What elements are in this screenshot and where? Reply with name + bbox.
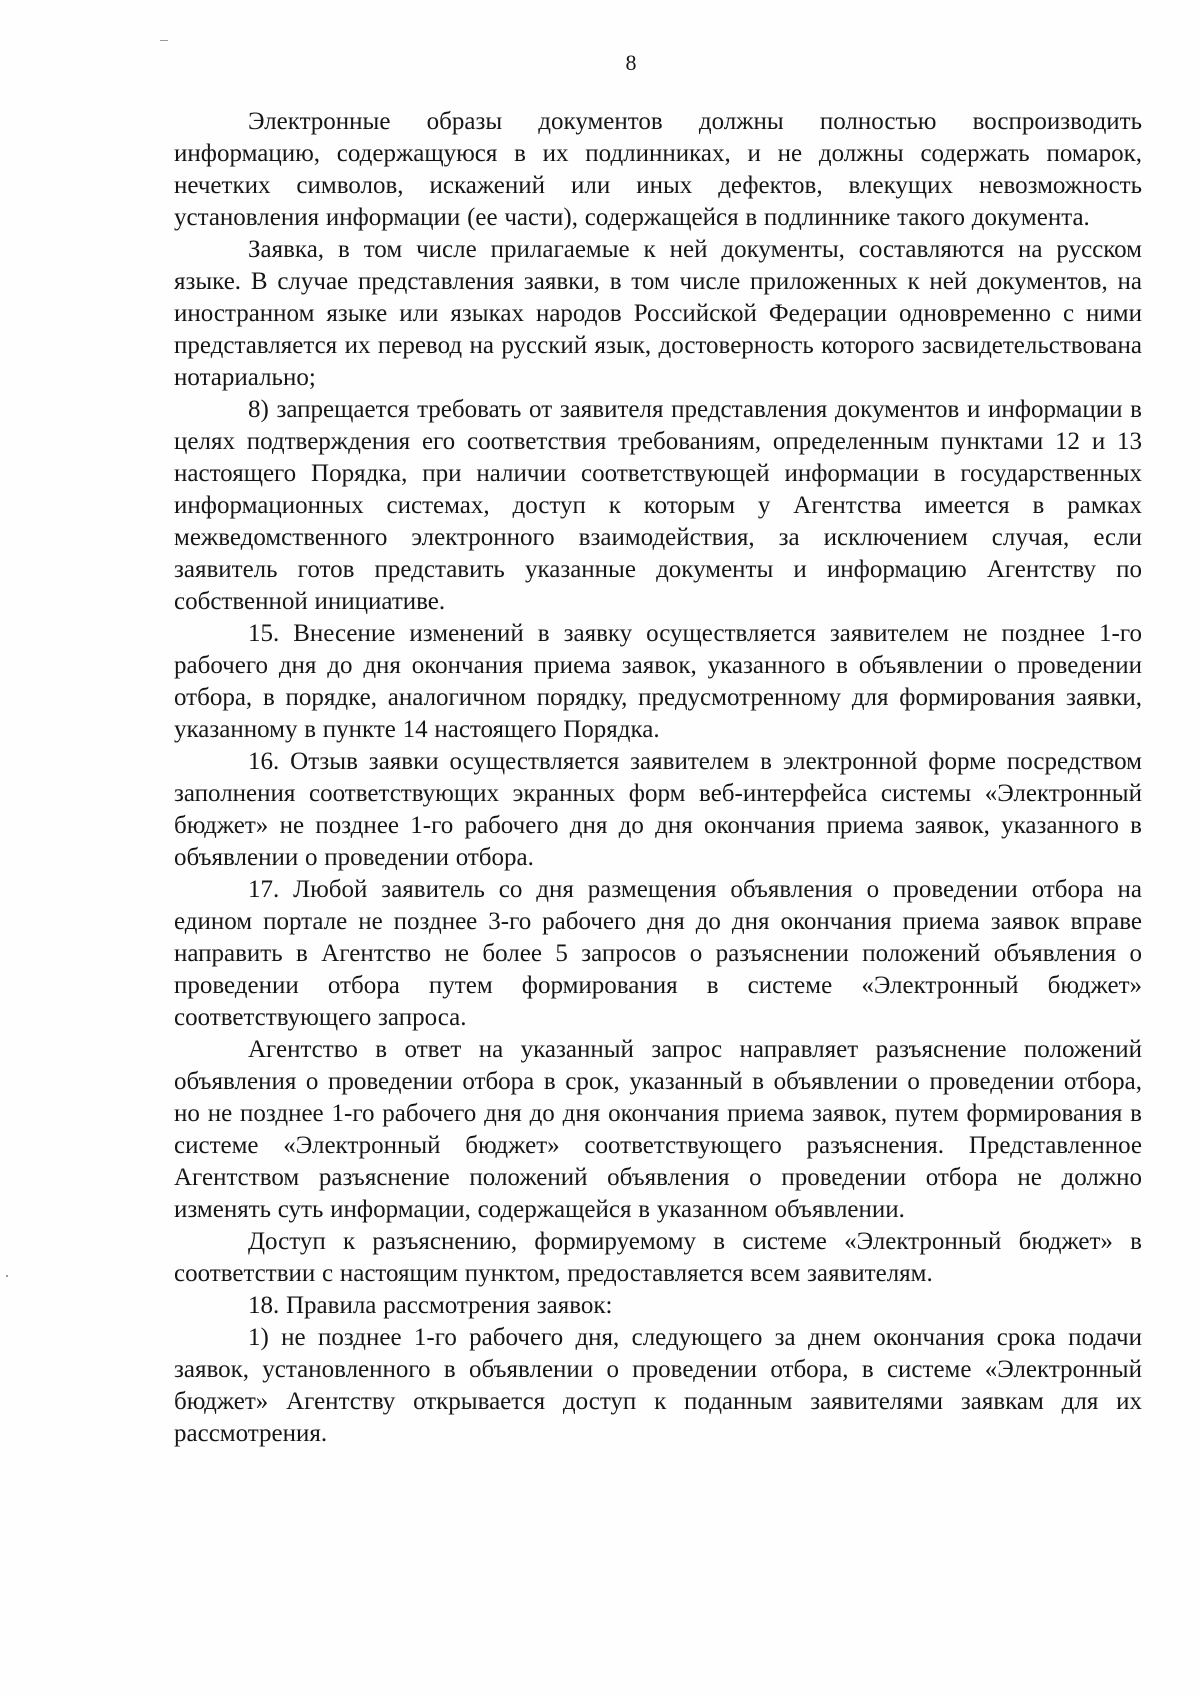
- paragraph-item-1: 1) не позднее 1-го рабочего дня, следующего за днем окончания срока подачи заявок, установленного в объявлении о проведении отбора, в системе «Электронный бюджет» Агентству открывается доступ к поданным заявителями заявкам для их рассмотрения.: [174, 1324, 1142, 1447]
- paragraph-access-clarification: Доступ к разъяснению, формируемому в системе «Электронный бюджет» в соответствии с настоящим пунктом, предоставляется всем заявителям.: [174, 1228, 1142, 1287]
- paragraph-item-8: 8) запрещается требовать от заявителя представления документов и информации в целях подтверждения его соответствия требованиям, определенным пунктами 12 и 13 настоящего Порядка, при наличии соответствующей информации в государственных информационных системах, доступ к которым у Агентства имеется в рамках межведомственного электронного взаимодействия, за исключением случая, если заявитель готов представить указанные документы и информацию Агентству по собственной инициативе.: [174, 396, 1142, 615]
- paragraph-agency-response: Агентство в ответ на указанный запрос направляет разъяснение положений объявления о проведении отбора в срок, указанный в объявлении о проведении отбора, но не позднее 1-го рабочего дня до дня окончания приема заявок, путем формирования в системе «Электронный бюджет» соответствующего разъяснения. Представленное Агентством разъяснение положений объявления о проведении отбора не должно изменять суть информации, содержащейся в указанном объявлении.: [174, 1036, 1142, 1223]
- page-number: 8: [625, 50, 637, 75]
- paragraph-section-17: 17. Любой заявитель со дня размещения объявления о проведении отбора на едином портале не позднее 3-го рабочего дня до дня окончания приема заявок вправе направить в Агентство не более 5 запросов о разъяснении положений объявления о проведении отбора путем формирования в системе «Электронный бюджет» соответствующего запроса.: [174, 876, 1142, 1031]
- paragraph-electronic-images: Электронные образы документов должны полностью воспроизводить информацию, содержащуюся в их подлинниках, и не должны содержать помарок, нечетких символов, искажений или иных дефектов, влекущих невозможность установления информации (ее части), содержащейся в подлиннике такого документа.: [174, 108, 1142, 231]
- document-body: [174, 106, 1142, 1450]
- paragraph-section-16: 16. Отзыв заявки осуществляется заявителем в электронной форме посредством заполнения соответствующих экранных форм веб-интерфейса системы «Электронный бюджет» не позднее 1-го рабочего дня до дня окончания приема заявок, указанного в объявлении о проведении отбора.: [174, 748, 1142, 871]
- paragraph-section-15: 15. Внесение изменений в заявку осуществляется заявителем не позднее 1-го рабочего дня до дня окончания приема заявок, указанного в объявлении о проведении отбора, в порядке, аналогичном порядку, предусмотренному для формирования заявки, указанному в пункте 14 настоящего Порядка.: [174, 620, 1142, 743]
- paragraph-russian-language: Заявка, в том числе прилагаемые к ней документы, составляются на русском языке. В случае представления заявки, в том числе приложенных к ней документов, на иностранном языке или языках народов Российской Федерации одновременно с ними представляется их перевод на русский язык, достоверность которого засвидетельствована нотариально;: [174, 236, 1142, 391]
- scan-speck: [160, 40, 168, 41]
- scan-speck: [6, 1275, 8, 1277]
- paragraph-section-18: 18. Правила рассмотрения заявок:: [248, 1292, 613, 1319]
